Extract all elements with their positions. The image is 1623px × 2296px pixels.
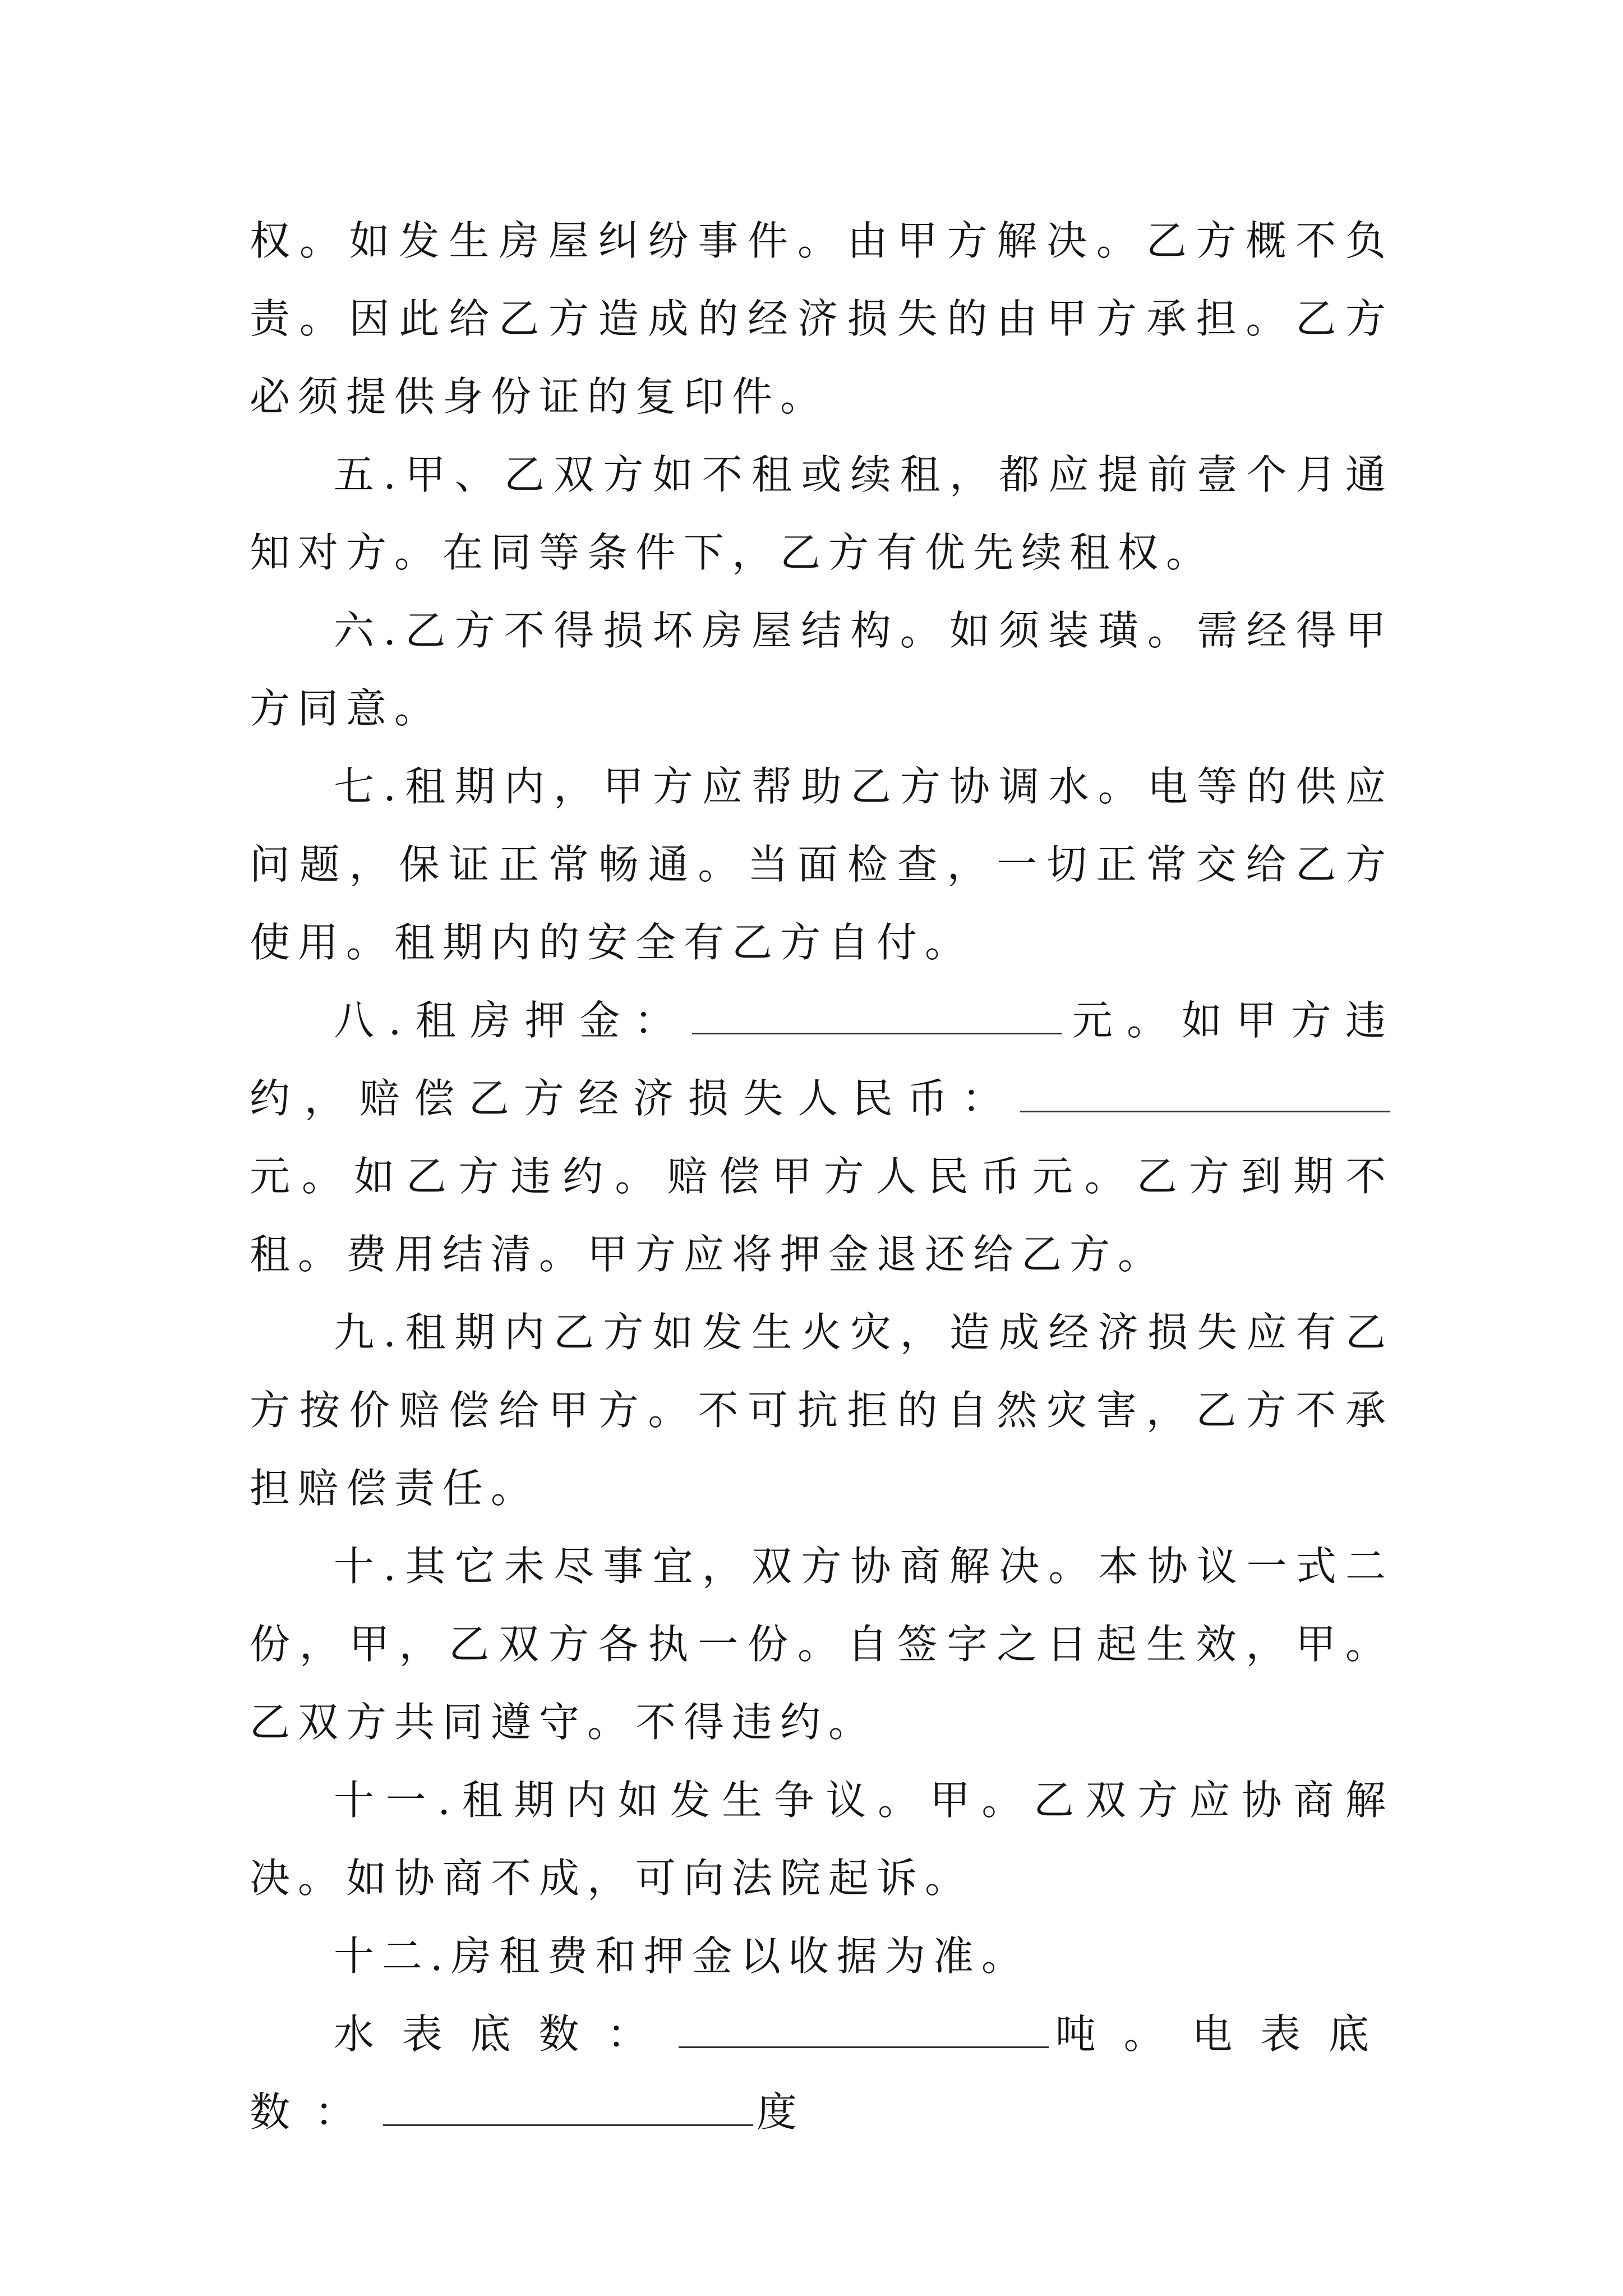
paragraph-clause-9: 九.租期内乙方如发生火灾，造成经济损失应有乙方按价赔偿给甲方。不可抗拒的自然灾害，乙方不承担赔偿责任。: [250, 1309, 1394, 1512]
deposit-amount-blank: [692, 1005, 1062, 1034]
paragraph-meter-readings: [250, 1995, 1394, 2151]
water-meter-blank: [679, 2018, 1049, 2048]
compensation-label: 元。如甲方违约，赔偿乙方经济损失人民币：: [250, 997, 1394, 1122]
electric-meter-label: 吨。电表底数：: [250, 2010, 1394, 2136]
paragraph-clause-10: 十.其它未尽事宜，双方协商解决。本协议一式二份，甲，乙双方各执一份。自签字之日起生效，甲。乙双方共同遵守。不得违约。: [250, 1543, 1394, 1746]
paragraph-clause-12: 十二.房租费和押金以收据为准。: [334, 1932, 1030, 1980]
contract-text: [250, 202, 1394, 2151]
paragraph-clause-6: 六.乙方不得损坏房屋结构。如须装璜。需经得甲方同意。: [250, 607, 1394, 732]
compensation-amount-blank: [1020, 1083, 1390, 1112]
paragraph-clause-8: [250, 982, 1394, 1294]
electric-unit: 度: [757, 2088, 805, 2136]
water-meter-label: 水表底数：: [334, 2010, 675, 2058]
clause-8-remainder: 元。如乙方违约。赔偿甲方人民币元。乙方到期不租。费用结清。甲方应将押金退还给乙方。: [250, 1153, 1394, 1278]
electric-meter-blank: [383, 2096, 753, 2126]
paragraph-clause-7: 七.租期内，甲方应帮助乙方协调水。电等的供应问题，保证正常畅通。当面检查，一切正常交给乙方使用。租期内的安全有乙方自付。: [250, 763, 1394, 966]
paragraph-clause-5: 五.甲、乙双方如不租或续租，都应提前壹个月通知对方。在同等条件下，乙方有优先续租权。: [250, 451, 1394, 576]
paragraph-clause-11: 十一.租期内如发生争议。甲。乙双方应协商解决。如协商不成，可向法院起诉。: [250, 1777, 1394, 1902]
deposit-label: 八.租房押金：: [334, 997, 689, 1044]
paragraph-clause-4-continued: 权。如发生房屋纠纷事件。由甲方解决。乙方概不负责。因此给乙方造成的经济损失的由甲方承担。乙方必须提供身份证的复印件。: [250, 217, 1394, 420]
